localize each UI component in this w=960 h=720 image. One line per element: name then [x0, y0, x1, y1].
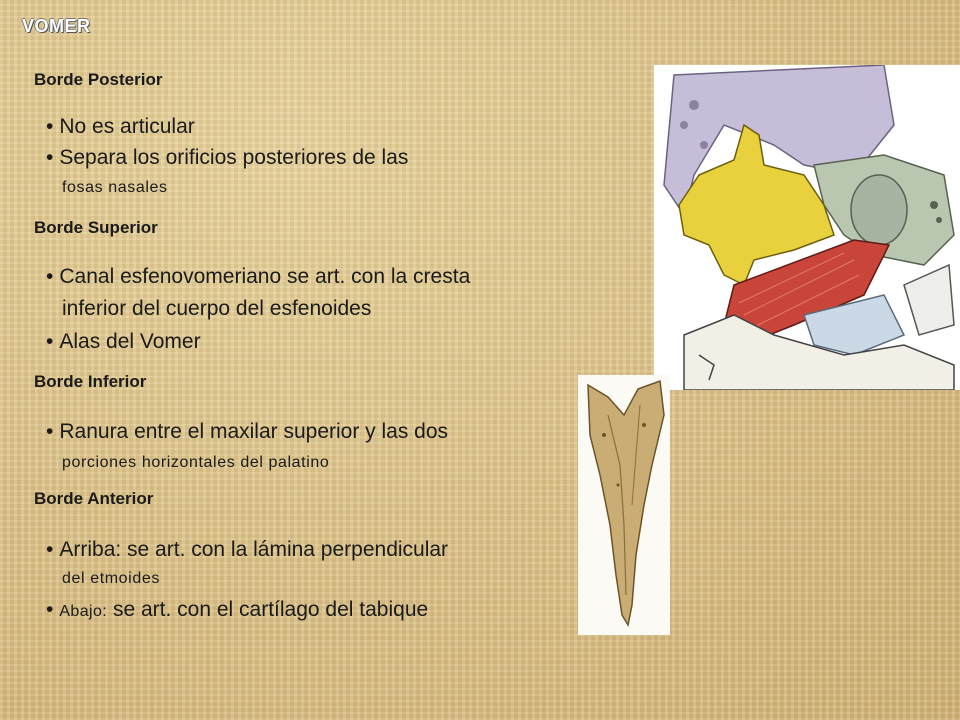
- bullet-separa-orificios: [46, 146, 408, 170]
- bullet-continuation-palatino: porciones horizontales del palatino: [62, 454, 330, 471]
- bullet-dot: •: [46, 265, 54, 288]
- bullet-text: No es articular: [59, 115, 195, 138]
- bullet-dot: •: [46, 115, 54, 138]
- heading-borde-superior: Borde Superior: [34, 218, 158, 237]
- bullet-text: Ranura entre el maxilar superior y las dos: [59, 420, 449, 443]
- bullet-ranura-maxilar: [46, 420, 448, 444]
- bullet-dot: •: [46, 420, 54, 443]
- bullet-abajo-cartilago: [46, 598, 428, 622]
- bullet-canal-esfenovomeriano: [46, 265, 470, 289]
- heading-borde-posterior: Borde Posterior: [34, 70, 163, 89]
- bullet-dot: •: [46, 538, 54, 561]
- bullet-alas-del-vomer: [46, 330, 201, 354]
- bullet-continuation-etmoides: del etmoides: [62, 570, 160, 587]
- bullet-text: Separa los orificios posteriores de las: [59, 146, 409, 169]
- bullet-continuation-cuerpo-esfenoides: inferior del cuerpo del esfenoides: [62, 297, 372, 320]
- bullet-no-es-articular: [46, 115, 195, 139]
- bullet-dot: •: [46, 330, 54, 353]
- bullet-text: Alas del Vomer: [59, 330, 201, 353]
- bullet-dot: •: [46, 146, 54, 169]
- bullet-text: Arriba: se art. con la lámina perpendicular: [59, 538, 449, 561]
- bullet-continuation-fosas-nasales: fosas nasales: [62, 179, 168, 196]
- bullet-dot: •: [46, 598, 54, 621]
- vomer-illustration: [578, 375, 670, 635]
- slide-title: VOMER: [22, 16, 91, 36]
- heading-borde-inferior: Borde Inferior: [34, 372, 147, 391]
- skull-illustration: [654, 65, 960, 390]
- bullet-arriba-lamina: [46, 538, 448, 562]
- vomer-illustration-svg: [578, 375, 670, 635]
- skull-illustration-svg: [654, 65, 960, 390]
- heading-borde-anterior: Borde Anterior: [34, 489, 154, 508]
- bullet-text: se art. con el cartílago del tabique: [112, 598, 429, 621]
- bullet-prefix: Abajo:: [59, 603, 108, 620]
- bullet-text: Canal esfenovomeriano se art. con la cresta: [59, 265, 471, 288]
